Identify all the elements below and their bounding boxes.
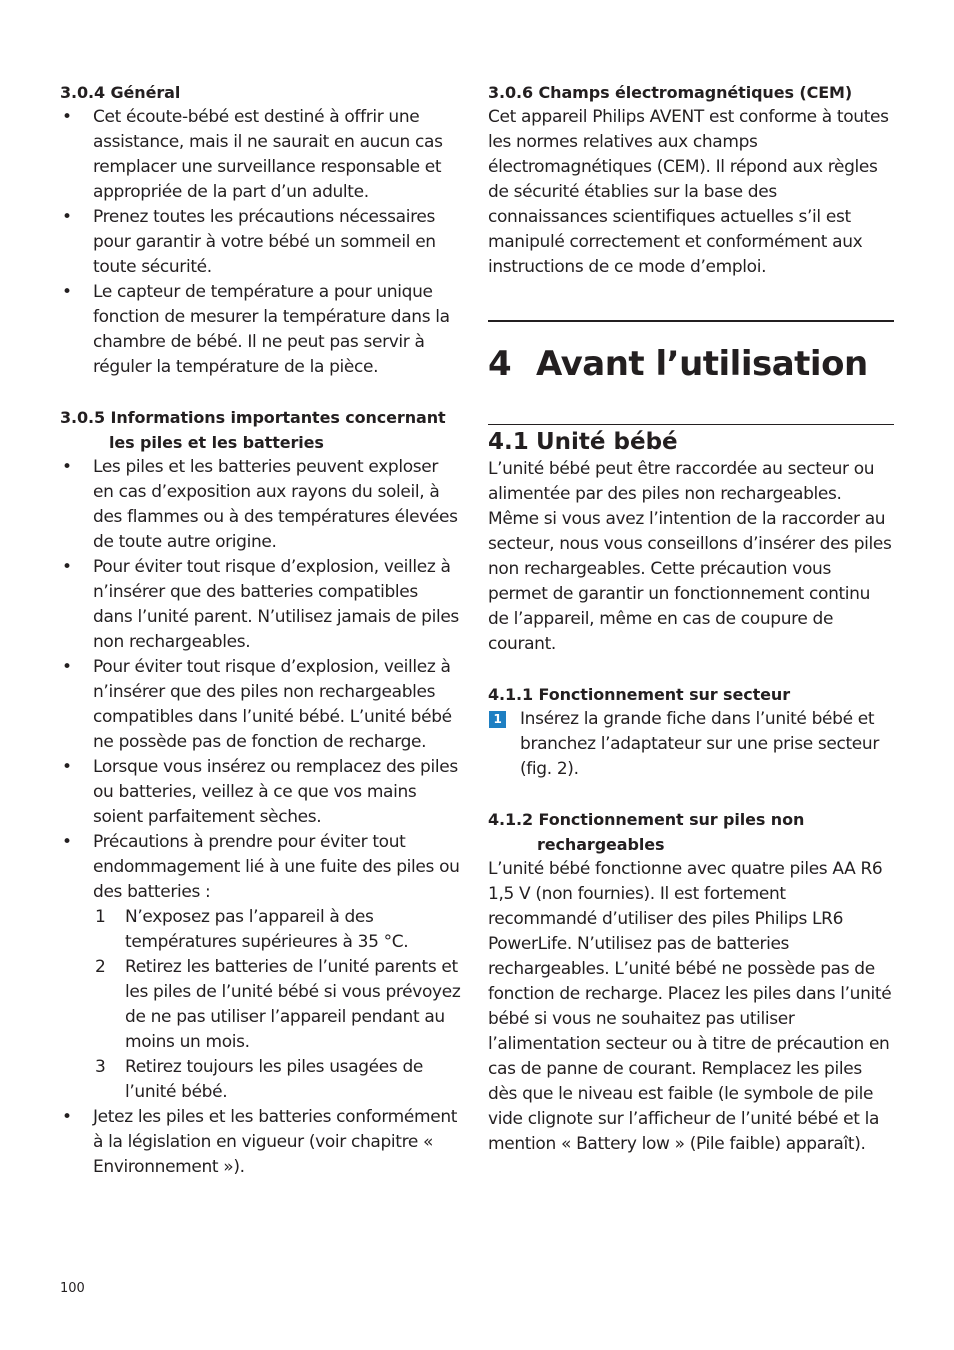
paragraph-cem: Cet appareil Philips AVENT est conforme à toutes les normes relatives aux champs électromagnétiques (CEM). Il répond aux règles de sécurité établies sur la base des connaissances scientifiques actuelles s’il est manipulé correctement et conformément aux instructions de ce mode d’emploi. <box>488 107 889 277</box>
list-item: • Lorsque vous insérez ou remplacez des piles ou batteries, veillez à ce que vos mains soient parfaitement sèches. <box>62 757 458 827</box>
list-item: • Pour éviter tout risque d’explosion, veillez à n’insérer que des batteries compatibles dans l’unité parent. N’utilisez jamais de piles non rechargeables. <box>62 557 459 652</box>
heading-3-0-4: 3.0.4 Général <box>60 83 181 102</box>
bullet-list-batteries <box>60 455 462 1180</box>
section-rule <box>488 424 894 425</box>
chapter-title: 4 Avant l’utilisation <box>488 344 868 384</box>
section-title: 4.1 Unité bébé <box>488 429 678 455</box>
heading-3-0-5: 3.0.5 Informations importantes concernant les piles et les batteries <box>60 408 446 452</box>
paragraph-piles: L’unité bébé fonctionne avec quatre piles AA R6 1,5 V (non fournies). Il est fortement recommandé d’utiliser des piles Philips LR6 PowerLife. N’utilisez pas de batteries rechargeables. L’unité bébé ne possède pas de fonction de recharge. Placez les piles dans l’unité bébé si vous ne souhaitez pas utiliser l’alimentation secteur ou à titre de précaution en cas de panne de courant. Remplacez les piles dès que le niveau est faible (le symbole de pile vide clignote sur l’afficheur de l’unité bébé et la mention « Battery low » (Pile faible) apparaît). <box>488 859 892 1154</box>
paragraph-unite-bebe: L’unité bébé peut être raccordée au secteur ou alimentée par des piles non rechargeables. Même si vous avez l’intention de la raccorder au secteur, nous vous conseillons d’insérer des piles non rechargeables. Cette précaution vous permet de garantir un fonctionnement continu de l’appareil, même en cas de coupure de courant. <box>488 459 892 654</box>
list-item: • Les piles et les batteries peuvent exploser en cas d’exposition aux rayons du soleil, à des flammes ou à des températures élevées de toute autre origine. <box>62 457 458 552</box>
page-number: 100 <box>60 1281 85 1296</box>
list-item: • Pour éviter tout risque d’explosion, veillez à n’insérer que des piles non rechargeables compatibles dans l’unité bébé. L’unité bébé ne possède pas de fonction de recharge. <box>62 657 452 752</box>
left-column <box>60 80 462 1180</box>
heading-4-1-1: 4.1.1 Fonctionnement sur secteur <box>488 685 790 704</box>
list-item: • Prenez toutes les précautions nécessaires pour garantir à votre bébé un sommeil en toute sécurité. <box>62 207 436 277</box>
list-item: • Précautions à prendre pour éviter tout endommagement lié à une fuite des piles ou des batteries : 1 N’exposez pas l’appareil à des températures supérieures à 35 °C. 2 Retirez les batteries de l’unité parents et les piles de l’unité bébé si vous prévoyez de ne pas utiliser l’appareil pendant au moins un mois. 3 Retirez toujours les piles usagées de l’unité bébé. <box>60 830 462 1105</box>
list-item: • Le capteur de température a pour unique fonction de mesurer la température dans la chambre de bébé. Il ne peut pas servir à réguler la température de la pièce. <box>62 282 450 377</box>
heading-4-1-2: 4.1.2 Fonctionnement sur piles non rechargeables <box>488 810 805 854</box>
heading-3-0-6: 3.0.6 Champs électromagnétiques (CEM) <box>488 83 853 102</box>
bullet-list-general <box>60 105 462 380</box>
list-item: • Jetez les piles et les batteries conformément à la législation en vigueur (voir chapitre « Environnement »). <box>62 1107 458 1177</box>
chapter-rule <box>488 320 894 322</box>
step-number-badge: 1 <box>489 711 506 728</box>
step-item: 1 Insérez la grande fiche dans l’unité bébé et branchez l’adaptateur sur une prise secteur (fig. 2). <box>488 707 894 782</box>
numbered-item: 3 Retirez toujours les piles usagées de l’unité bébé. <box>95 1057 424 1102</box>
numbered-list-precautions <box>93 905 462 1105</box>
numbered-item: 1 N’exposez pas l’appareil à des températures supérieures à 35 °C. <box>95 907 409 952</box>
right-column <box>488 80 894 1157</box>
list-item: • Cet écoute-bébé est destiné à offrir une assistance, mais il ne saurait en aucun cas remplacer une surveillance responsable et appropriée de la part d’un adulte. <box>62 107 443 202</box>
numbered-item: 2 Retirez les batteries de l’unité parents et les piles de l’unité bébé si vous prévoyez de ne pas utiliser l’appareil pendant au moins un mois. <box>95 957 461 1052</box>
